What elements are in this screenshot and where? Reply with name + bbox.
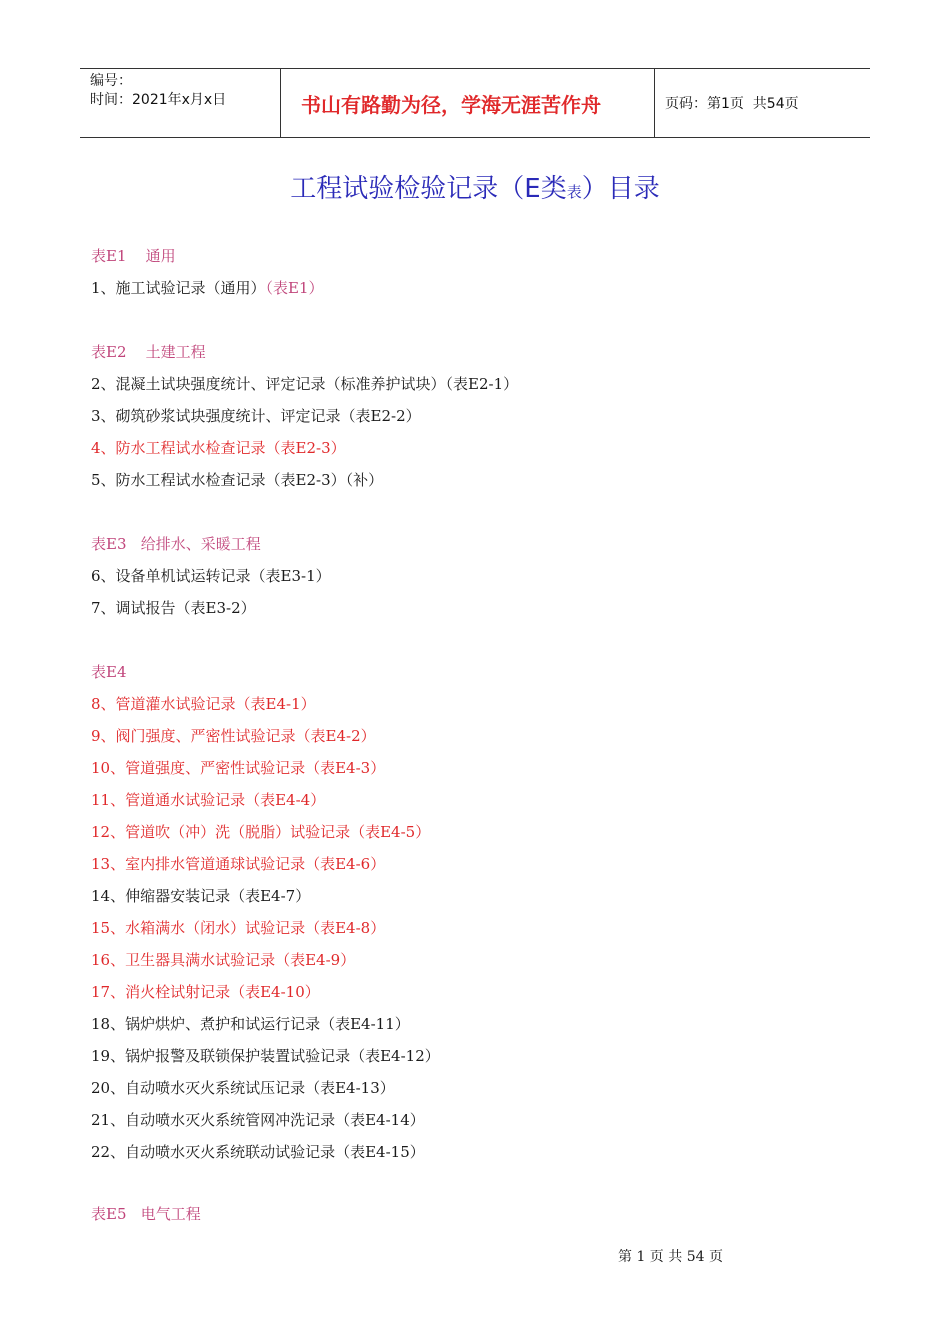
- page-info-text: 页码：第1页 共54页: [665, 96, 799, 112]
- toc-item-text: 5、防水工程试水检查记录（表E2-3）（补）: [91, 471, 384, 489]
- toc-item: [91, 1014, 410, 1034]
- toc-item: [91, 822, 430, 842]
- toc-item-suffix: （表E1）: [265, 279, 324, 297]
- toc-item-text: 14、伸缩器安装记录（表E4-7）: [91, 887, 311, 905]
- toc-section-heading: [91, 534, 261, 554]
- toc-item-text: 8、管道灌水试验记录（表E4-1）: [91, 695, 316, 713]
- toc-item-text: 3、砌筑砂浆试块强度统计、评定记录（表E2-2）: [91, 407, 421, 425]
- toc-item: [91, 598, 256, 618]
- toc-item: [91, 406, 421, 426]
- toc-section-heading: [91, 246, 176, 266]
- toc-item-text: 1、施工试验记录（通用）: [91, 279, 266, 297]
- toc-item-text: 6、设备单机试运转记录（表E3-1）: [91, 567, 331, 585]
- toc-section-heading: [91, 1204, 201, 1224]
- toc-item-text: 17、消火栓试射记录（表E4-10）: [91, 983, 320, 1001]
- header-meta: [80, 69, 281, 137]
- toc-item-text: 表E4: [91, 663, 127, 681]
- toc-item: [91, 790, 325, 810]
- toc-item-text: 21、自动喷水灭火系统管网冲洗记录（表E4-14）: [91, 1111, 425, 1129]
- toc-item-text: 20、自动喷水灭火系统试压记录（表E4-13）: [91, 1079, 395, 1097]
- toc-item: [91, 438, 346, 458]
- toc-item-text: 13、室内排水管道通球试验记录（表E4-6）: [91, 855, 386, 873]
- toc-item: [91, 1078, 395, 1098]
- toc-item-text: 表E3 给排水、采暖工程: [91, 535, 261, 553]
- toc-item: [91, 374, 518, 394]
- toc-item: [91, 982, 320, 1002]
- toc-item-text: 表E2 土建工程: [91, 343, 206, 361]
- toc-section-heading: [91, 342, 206, 362]
- toc-item: [91, 1110, 425, 1130]
- title-end: ）目录: [581, 174, 660, 204]
- toc-item: [91, 758, 385, 778]
- toc-item-text: 2、混凝土试块强度统计、评定记录（标准养护试块）（表E2-1）: [91, 375, 519, 393]
- page-title: [0, 168, 950, 205]
- toc-item-text: 22、自动喷水灭火系统联动试验记录（表E4-15）: [91, 1143, 425, 1161]
- toc-item-text: 表E5 电气工程: [91, 1205, 201, 1223]
- toc-item-text: 16、卫生器具满水试验记录（表E4-9）: [91, 951, 356, 969]
- toc-item-text: 9、阀门强度、严密性试验记录（表E4-2）: [91, 727, 376, 745]
- toc-item-text: 11、管道通水试验记录（表E4-4）: [91, 791, 326, 809]
- toc-section-heading: [91, 662, 127, 682]
- toc-item-text: 19、锅炉报警及联锁保护装置试验记录（表E4-12）: [91, 1047, 440, 1065]
- toc-item-text: 15、水箱满水（闭水）试验记录（表E4-8）: [91, 919, 386, 937]
- toc-item: [91, 694, 316, 714]
- toc-item: [91, 886, 310, 906]
- toc-item-text: 表E1 通用: [91, 247, 176, 265]
- header-motto: [281, 69, 655, 137]
- toc-item: [91, 854, 385, 874]
- time-label: 时间：2021年x月x日: [90, 92, 227, 108]
- toc-item: [91, 918, 385, 938]
- toc-item: [91, 726, 376, 746]
- header-page-info: [655, 69, 870, 137]
- page-footer: 第 1 页 共 54 页: [618, 1249, 723, 1265]
- toc-item: [91, 278, 324, 298]
- toc-item-text: 4、防水工程试水检查记录（表E2-3）: [91, 439, 346, 457]
- toc-item-text: 18、锅炉烘炉、煮护和试运行记录（表E4-11）: [91, 1015, 410, 1033]
- toc-item: [91, 470, 383, 490]
- toc-item: [91, 1142, 425, 1162]
- toc-item: [91, 566, 331, 586]
- toc-item-text: 12、管道吹（冲）洗（脱脂）试验记录（表E4-5）: [91, 823, 431, 841]
- title-small: 表: [566, 183, 582, 201]
- motto-text: 书山有路勤为径，学海无涯苦作舟: [301, 92, 601, 117]
- toc-item-text: 10、管道强度、严密性试验记录（表E4-3）: [91, 759, 386, 777]
- toc-item: [91, 950, 355, 970]
- number-label: 编号：: [90, 73, 132, 89]
- toc-item-text: 7、调试报告（表E3-2）: [91, 599, 256, 617]
- toc-item: [91, 1046, 440, 1066]
- page-header: [80, 68, 870, 138]
- title-main: 工程试验检验记录（E类: [290, 174, 567, 204]
